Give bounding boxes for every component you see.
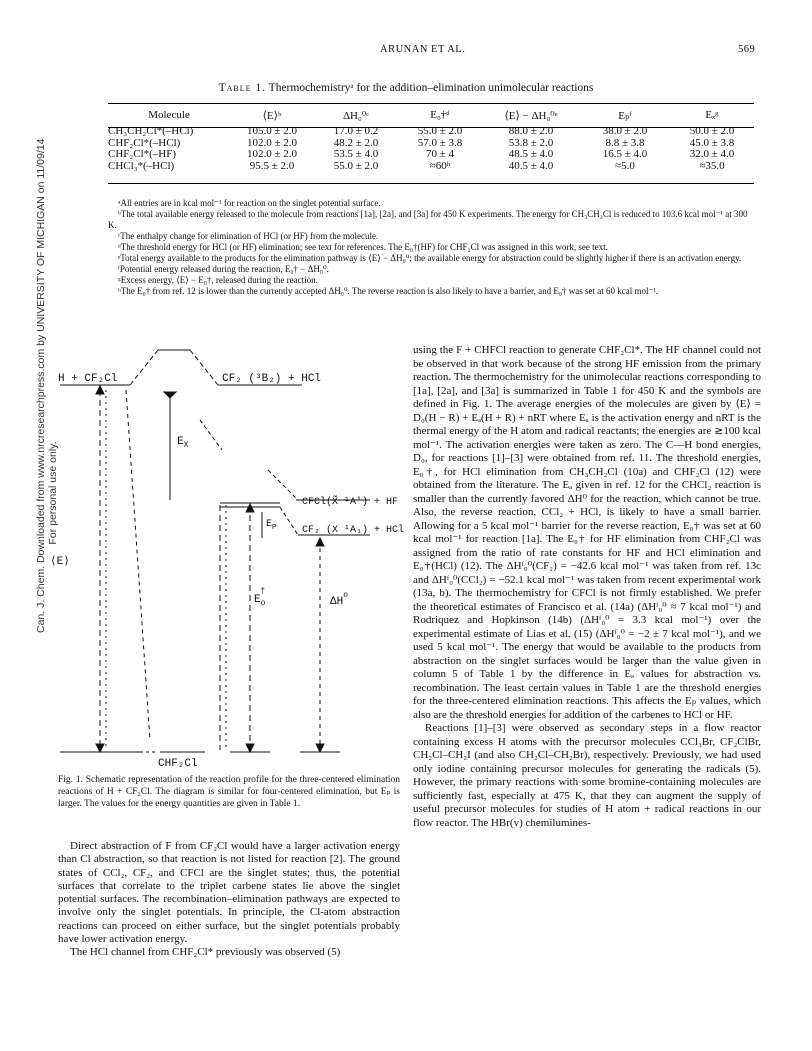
value-cell: 48.2 ± 2.0 [333,136,379,149]
value-cell: 53.5 ± 4.0 [333,148,379,160]
figure-caption: Fig. 1. Schematic representation of the reaction profile for the three-centered elimination reactions of H + CF₂Cl. The diagram is similar for four-centered elimination, but Eₚ is larger. The values for the energy quantities are given in Table 1. [58,775,400,809]
cf2-singlet-products-label: CF₂ (X ¹A₁) + HCl [302,525,405,536]
watermark-line: For personal use only. [47,441,59,545]
paragraph: Reactions [1]–[3] were observed as secondary steps in a flow reactor containing excess H atoms with the precursor molecules CCl₃Br, CF₂ClBr, CH₂Cl–CH₂I (and also CH₂Cl–CH₂Br), respectively. Previously, we had used only iodine containing precursor molecules for generating the radicals (5). However, the primary reactions with some bromine-containing molecules are sufficiently fast, especially at 475 K, that they can augment the supply of useful precursor molecules for studies of H atom + radical reactions in our flow reactor. The HBr(v) chemilumines- [413,722,761,829]
value-cell: 70 ± 4 [425,148,455,160]
value-cell: 17.0 ± 0.2 [333,125,379,137]
column-header: E₀†ᵈ [430,109,450,121]
column-header: ΔH₀⁰ᶜ [342,109,370,122]
table-row [108,149,754,161]
molecule-cell: CH₃CH₂Cl*(–HCl) [108,125,194,137]
value-cell: 53.8 ± 2.0 [508,136,554,149]
value-cell: 88.0 ± 2.0 [508,125,554,137]
column-header: ⟨E⟩ᵇ [262,109,282,122]
value-cell: 102.0 ± 2.0 [246,136,298,149]
value-cell: 55.0 ± 2.0 [333,159,379,172]
reactant-to-well-path [126,390,150,740]
value-cell: ≈35.0 [699,159,725,172]
value-cell: 45.0 ± 3.8 [689,136,735,149]
bottom-label: CHF₂Cl [158,758,198,770]
table-label: Table 1. [218,82,266,94]
value-cell: 38.0 ± 2.0 [602,125,648,137]
value-cell: 50.0 ± 2.0 [689,125,735,137]
value-cell: ≈5.0 [615,159,635,172]
dh-label: $\Delta H^o$ [330,591,349,608]
column-header: ⟨E⟩ − ΔH₀⁰ᵉ [504,109,558,122]
table-row [108,161,754,173]
paragraph: using the F + CHFCl reaction to generate CHF₂Cl*. The HF channel could not be observed in that work because of the strong HF emission from the primary reaction. The thermochemistry for the unimolecular reactions corresponding to [1a], [2a], and [3a] is summarized in Table 1 for 450 K and the symbols are defined in Fig. 1. The average energies of the molecules are given by ⟨E⟩ = D₀(H − R) + Eₐ(H + R) + nRT where Eₐ is the activation energy and nRT is the thermal energy of the H atom and radical reactants; the energies are ≳100 kcal mol⁻¹. The activation energies were taken as zero. The C—H bond energies, D₀, for reactions [1]–[3] were obtained from ref. 11. The threshold energies, E₀†, for HCl elimination from CH₃CH₂Cl (10a) and CHF₂Cl (12) were obtained from the literature. The Eₐ given in ref. 12 for the CHCl₂ reaction is smaller than the currently favored ΔH⁰ for the reaction, which cannot be true. Also, the reverse reaction, CCl₂ + HCl, is likely to have a small barrier. Allowing for a 5 kcal mol⁻¹ barrier for the reverse reaction, E₀† was set at 60 kcal mol⁻¹ for reaction [1a]. The E₀† for HF elimination from CHF₂Cl was assigned from the ratio of rate constants for HF and HCl elimination and E₀†(HCl) (12). The ΔHᶠ₀⁰(CF₂) = −42.6 kcal mol⁻¹ was taken from ref. 13c and ΔHᶠ₀⁰(CCl₂) = −52.1 kcal mol⁻¹ was taken from recent experimental work (13a, b). The thermochemistry for CFCl is not firmly established. We prefer the theoretical estimates of Francisco et al. (14a) (ΔHᶠ₀⁰ ≈ 7 kcal mol⁻¹) and Rodriquez and Hopkinson (14b) (ΔHᶠ₀⁰ = 3.3 kcal mol⁻¹) over the experimental estimate of Lias et al. (15) (ΔHᶠ₀⁰ = −2 ± 7 kcal mol⁻¹), and we used 5 kcal mol⁻¹. The energy that would be available to the products from abstraction on the singlet surfaces would be larger than the value given in column 5 of Table 1 by the difference in Eₐ values for abstraction vs. recombination. The least certain values in Table 1 are the threshold energies for the three-centered elimination reactions. This affects the Eₚ values, which also are the threshold energies for addition of the carbenes to HCl or HF. [413,344,761,721]
molecule-cell: CHF₂Cl*(–HF) [108,148,177,160]
right-column-text [413,344,761,830]
footnote: ᵈThe threshold energy for HCl (or HF) elimination; see text for references. The E₀†(HF) for CHF₂Cl was assigned in this work, see text. [118,242,608,252]
ex-arrow-head [164,392,176,398]
page-number: 569 [738,44,756,55]
footnote: ᶜThe enthalpy change for elimination of HCl (or HF) from the molecule. [118,231,379,241]
value-cell: 95.5 ± 2.0 [249,159,295,172]
footnote: ᶠPotential energy released during the reaction, E₀† − ΔH₀⁰. [118,264,329,274]
avg-e-label: ⟨E⟩ [50,556,70,568]
footnote: ᵉTotal energy available to the products for the elimination pathway is ⟨E⟩ − ΔH₀⁰; the available energy for abstraction could be slightly higher if there is an activation energy. [118,253,742,263]
triplet-products-label: CF₂ (³B₂) + HCl [222,373,322,385]
value-cell: 48.5 ± 4.0 [508,148,554,160]
value-cell: 55.0 ± 2.0 [417,125,463,137]
ex-label: $E_X$ [177,436,189,450]
reactant-barrier-path [130,350,158,385]
e0-label: $E_o\dagger$ [254,587,266,608]
watermark-line: Can. J. Chem. Downloaded from www.nrcresearchpress.com by UNIVERSITY OF MICHIGAN on 11/09/14 [35,138,47,633]
footnote: ʰThe E₀† from ref. 12 is lower than the currently accepted ΔH₀⁰. The reverse reaction is also likely to have a barrier, and E₀† was set at 60 kcal mol⁻¹. [118,286,659,296]
paragraph: Direct abstraction of F from CF₂Cl would have a larger activation energy than Cl abstraction, so that reaction is not listed for reaction [2]. The ground states of CCl₂, CF₂, and CFCl are the singlet states; thus, the potential surfaces that correlate to the triplet carbene states lie above the singlet potential surfaces. The recombination–elimination pathways are expected to involve only the singlet potentials. In principle, the Cl-atom abstraction reactions can proceed on either surface, but the singlet potentials probably have lower activation energy. [58,840,400,946]
ep-label: $E_P$ [266,519,277,532]
value-cell: 16.5 ± 4.0 [602,148,648,160]
footnote: ᵇThe total available energy released to the molecule from reactions [1a], [2a], and [3a] for 450 K experiments. The energy for CH₃CH₂Cl is reduced to 103.6 kcal mol⁻¹ at 300 K. [108,209,748,230]
footnote: ᵍExcess energy, ⟨E⟩ − E₀†, released during the reaction. [118,275,318,285]
table-bottom-rule [108,183,754,184]
cfcl-path [268,470,298,500]
footnote: ᵃAll entries are in kcal mol⁻¹ for reaction on the singlet potential surface. [118,198,381,208]
molecule-cell: CHF₂Cl*(–HCl) [108,136,181,149]
value-cell: 32.0 ± 4.0 [689,148,735,160]
table-header-row [108,104,754,126]
value-cell: 57.0 ± 3.8 [417,136,463,149]
barrier-path [190,350,218,385]
reactants-label: H + CF₂Cl [58,373,118,385]
value-cell: 102.0 ± 2.0 [246,148,298,160]
value-cell: 40.5 ± 4.0 [508,159,554,172]
value-cell: 105.0 ± 2.0 [246,125,298,137]
reaction-profile-figure [40,340,410,770]
value-cell: 8.8 ± 3.8 [605,136,645,149]
left-column-text [58,840,400,960]
table-title: Thermochemistryᵃ for the addition–elimination unimolecular reactions [268,82,594,94]
table-caption [0,82,812,94]
running-head: ARUNAN ET AL. [380,44,466,55]
molecule-cell: CHCl₃*(–HCl) [108,159,175,172]
thermo-table [108,104,754,172]
column-header: Molecule [148,109,190,121]
table-mid-rule [108,127,754,128]
table-footnotes [108,198,758,297]
descent-path [200,420,222,450]
column-header: Eₚᶠ [618,109,632,122]
column-header: Eₓᵍ [705,109,719,121]
cf2-singlet-path [280,507,298,535]
cfcl-products-label: CFCl(X̃ ¹A') + HF [302,497,399,508]
paragraph: The HCl channel from CHF₂Cl* previously was observed (5) [70,946,341,959]
value-cell: ≈60ʰ [429,159,451,172]
